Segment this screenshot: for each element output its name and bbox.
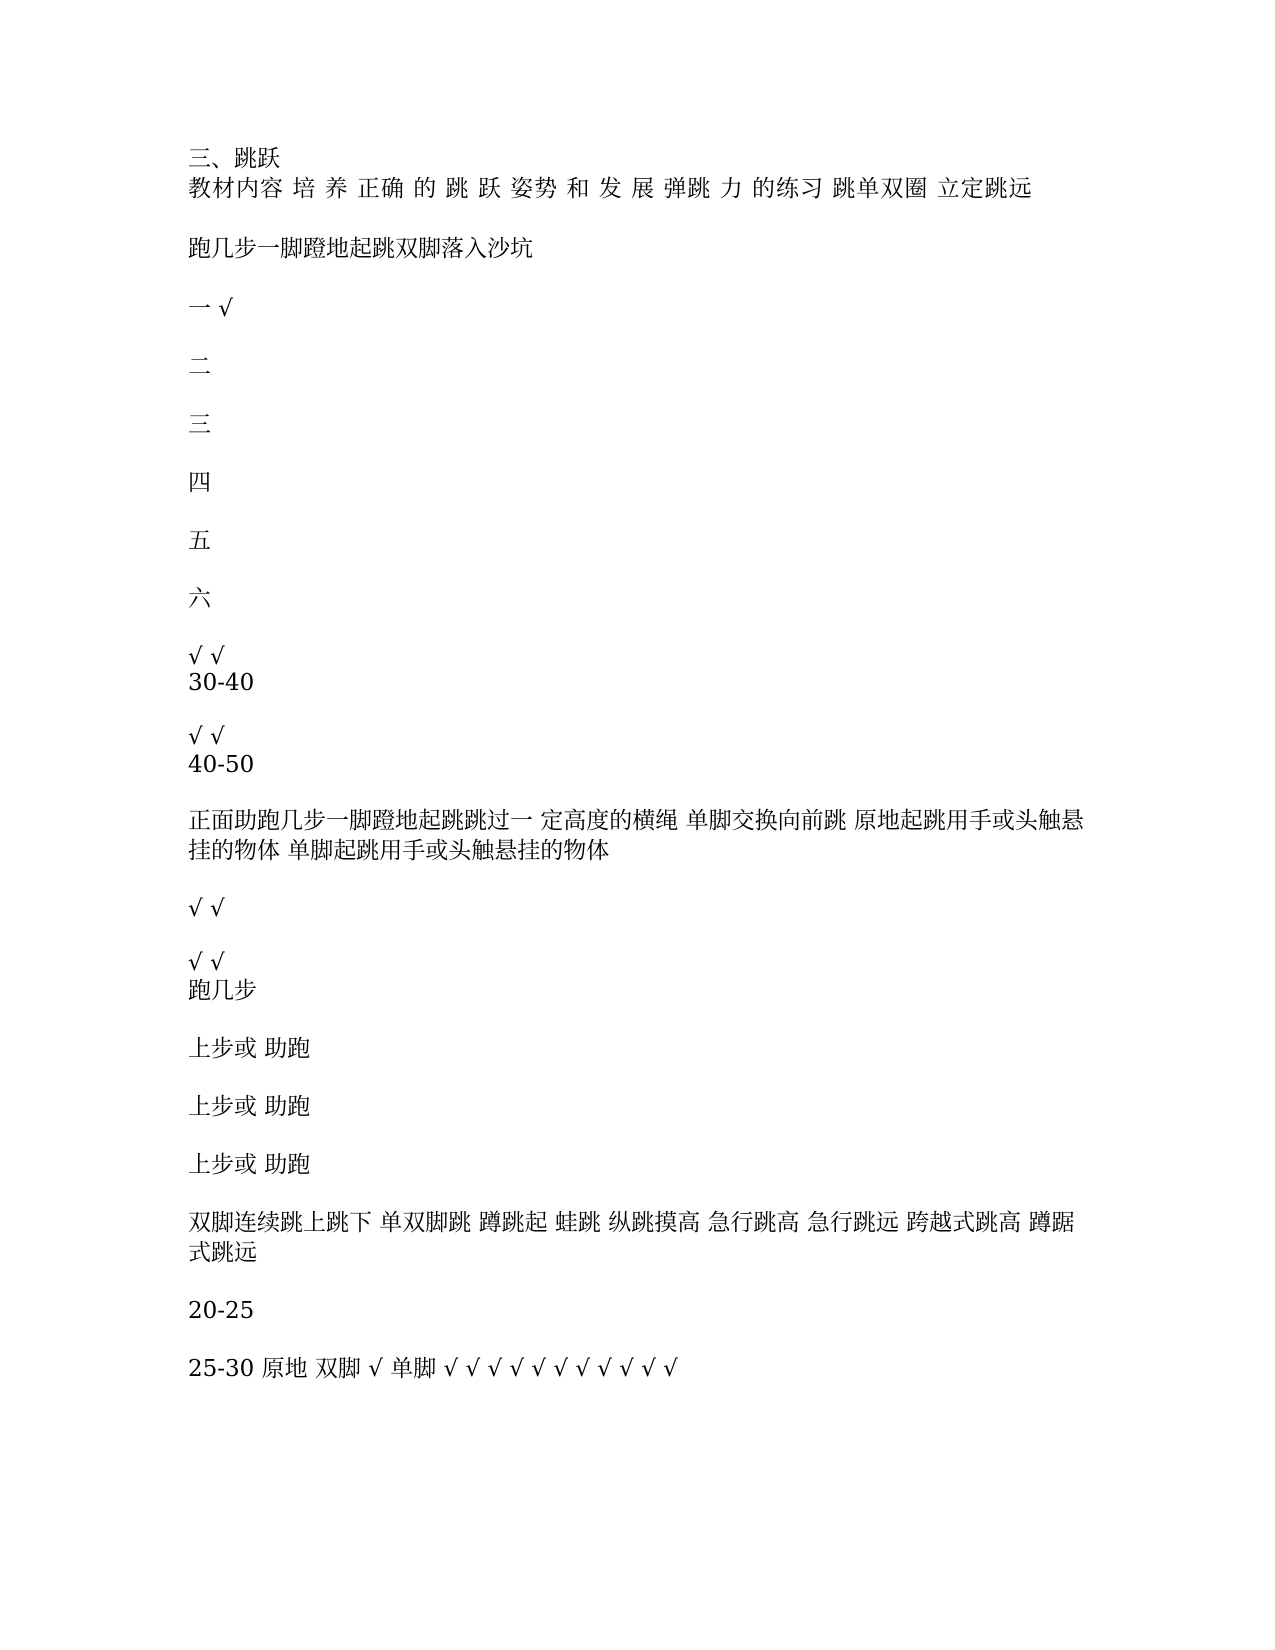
grade-6: 六 [188, 586, 211, 612]
paragraph-1: 正面助跑几步一脚蹬地起跳跳过一 定高度的横绳 单脚交换向前跳 原地起跳用手或头触悬挂的物体 单脚起跳用手或头触悬挂的物体 [188, 808, 1084, 864]
grade-2: 二 [188, 354, 211, 380]
range-c: 20-25 [188, 1298, 255, 1324]
step-run-3: 上步或 助跑 [188, 1152, 311, 1178]
grade-4: 四 [188, 470, 211, 496]
range-a: 30-40 [188, 670, 255, 696]
grade-3: 三 [188, 412, 211, 438]
intro-text: 教材内容 培 养 正确 的 跳 跃 姿势 和 发 展 弹跳 力 的练习 跳单双圈 立定跳远 [188, 176, 1033, 202]
check-marks-d: √ √ [188, 950, 225, 976]
paragraph-2: 双脚连续跳上跳下 单双脚跳 蹲跳起 蛙跳 纵跳摸高 急行跳高 急行跳远 跨越式跳高 蹲踞式跳远 [188, 1210, 1075, 1266]
check-marks-b: √ √ [188, 724, 225, 750]
run-steps: 跑几步 [188, 978, 257, 1004]
range-b: 40-50 [188, 752, 255, 778]
grade-5: 五 [188, 528, 211, 554]
jump-description: 跑几步一脚蹬地起跳双脚落入沙坑 [188, 236, 533, 262]
last-line: 25-30 原地 双脚 √ 单脚 √ √ √ √ √ √ √ √ √ √ √ [188, 1356, 678, 1382]
step-run-1: 上步或 助跑 [188, 1036, 311, 1062]
section-title: 三、跳跃 [188, 146, 280, 172]
step-run-2: 上步或 助跑 [188, 1094, 311, 1120]
grade-1: 一 √ [188, 296, 233, 322]
check-marks-c: √ √ [188, 896, 225, 922]
check-marks-a: √ √ [188, 644, 225, 670]
